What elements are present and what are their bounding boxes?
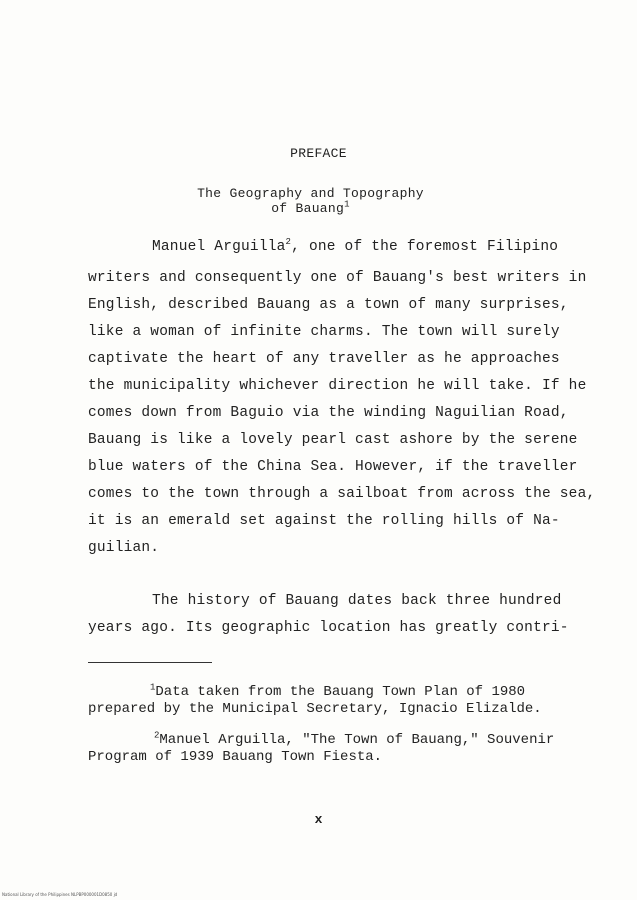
subtitle-line-2 (0, 201, 629, 216)
footnote-2-text: Manuel Arguilla, "The Town of Bauang," Souvenir (159, 732, 555, 748)
subtitle-line-1: The Geography and Topography (197, 186, 424, 201)
footnote-2-line-1 (154, 731, 554, 749)
paragraph-1-line-1 (152, 238, 622, 256)
paragraph-line: comes down from Baguio via the winding Naguilian Road, (88, 405, 569, 421)
section-title: PREFACE (290, 146, 347, 161)
paragraph-2-line-2: years ago. Its geographic location has greatly contri- (88, 620, 569, 636)
paragraph-line: Bauang is like a lovely pearl cast ashore by the serene (88, 432, 578, 448)
paragraph-line: like a woman of infinite charms. The town will surely (88, 324, 560, 340)
footnote-2-marker: 2 (154, 730, 160, 741)
footnote-ref-2: 2 (285, 237, 292, 248)
library-stamp: National Library of the Philippines NLPBP000001D0850 jd (2, 892, 118, 897)
author-name: Manuel Arguilla (152, 239, 286, 255)
subtitle-text: of Bauang (271, 201, 345, 216)
paragraph-line: it is an emerald set against the rolling hills of Na- (88, 513, 560, 529)
footnote-1-text: Data taken from the Bauang Town Plan of 1980 (155, 684, 526, 700)
paragraph-line: captivate the heart of any traveller as he approaches (88, 351, 560, 367)
paragraph-line: writers and consequently one of Bauang's best writers in (88, 270, 587, 286)
paragraph-2-line-1: The history of Bauang dates back three hundred (152, 593, 562, 609)
paragraph-line: English, described Bauang as a town of many surprises, (88, 297, 569, 313)
footnote-ref-1: 1 (344, 199, 350, 210)
paragraph-1-line-1-rest: , one of the foremost Filipino (291, 239, 559, 255)
paragraph-line: the municipality whichever direction he will take. If he (88, 378, 587, 394)
paragraph-line: guilian. (88, 540, 160, 556)
footnote-separator (88, 662, 212, 663)
footnote-2-line-2: Program of 1939 Bauang Town Fiesta. (88, 749, 383, 765)
page-number: x (314, 812, 323, 827)
paragraph-line: blue waters of the China Sea. However, if the traveller (88, 459, 578, 475)
footnote-1-line-1 (150, 683, 525, 701)
footnote-1-line-2: prepared by the Municipal Secretary, Ignacio Elizalde. (88, 701, 542, 717)
paragraph-line: comes to the town through a sailboat from across the sea, (88, 486, 596, 502)
footnote-1-marker: 1 (150, 682, 156, 693)
